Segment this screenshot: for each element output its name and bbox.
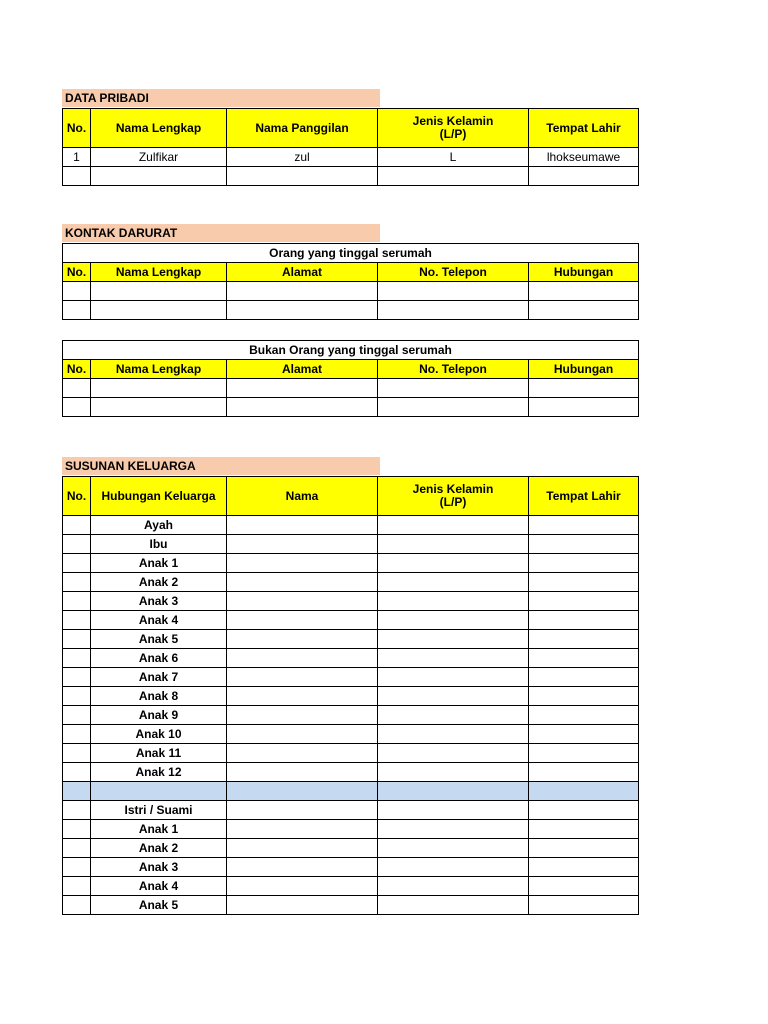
table-cell[interactable] xyxy=(378,379,529,398)
table-cell[interactable] xyxy=(378,744,529,763)
table-row xyxy=(63,820,639,839)
table-row xyxy=(63,896,639,915)
table-cell[interactable] xyxy=(529,535,639,554)
table-cell[interactable] xyxy=(63,282,91,301)
table-row xyxy=(63,301,639,320)
table-cell[interactable] xyxy=(227,282,378,301)
table-row xyxy=(63,592,639,611)
table-cell[interactable] xyxy=(63,592,91,611)
table-cell[interactable] xyxy=(529,668,639,687)
hubungan-keluarga-cell[interactable]: Anak 3 xyxy=(91,858,227,877)
kontak-serumah-table xyxy=(62,243,639,320)
table-cell[interactable] xyxy=(227,744,378,763)
separator-cell xyxy=(227,782,378,801)
header-cell: Alamat xyxy=(227,263,378,282)
table-cell[interactable] xyxy=(63,630,91,649)
table-cell[interactable] xyxy=(227,820,378,839)
table-cell[interactable] xyxy=(63,858,91,877)
table-cell[interactable] xyxy=(529,820,639,839)
table-cell[interactable] xyxy=(227,167,378,186)
table-row xyxy=(63,877,639,896)
table-cell[interactable] xyxy=(227,535,378,554)
hubungan-keluarga-cell[interactable]: Anak 11 xyxy=(91,744,227,763)
table-cell[interactable] xyxy=(63,706,91,725)
table-cell[interactable] xyxy=(529,877,639,896)
header-row xyxy=(63,360,639,379)
table-row xyxy=(63,398,639,417)
header-row xyxy=(63,477,639,516)
table-cell[interactable] xyxy=(63,820,91,839)
table-cell[interactable] xyxy=(378,611,529,630)
hubungan-keluarga-cell[interactable]: Anak 2 xyxy=(91,573,227,592)
susunan-keluarga-table xyxy=(62,476,639,915)
table-cell[interactable] xyxy=(227,611,378,630)
table-row xyxy=(63,725,639,744)
table-caption: Bukan Orang yang tinggal serumah xyxy=(63,341,639,360)
table-cell[interactable]: 1 xyxy=(63,148,91,167)
separator-row xyxy=(63,782,639,801)
table-cell[interactable] xyxy=(91,301,227,320)
table-cell[interactable] xyxy=(227,630,378,649)
table-cell[interactable] xyxy=(529,592,639,611)
table-cell[interactable] xyxy=(529,611,639,630)
table-cell[interactable] xyxy=(378,820,529,839)
table-cell[interactable] xyxy=(227,877,378,896)
section-label-kontak-darurat: KONTAK DARURAT xyxy=(62,224,380,242)
table-cell[interactable] xyxy=(529,763,639,782)
header-row xyxy=(63,109,639,148)
table-row xyxy=(63,801,639,820)
header-cell: Nama Lengkap xyxy=(91,109,227,148)
table-cell[interactable] xyxy=(378,282,529,301)
table-row xyxy=(63,687,639,706)
table-cell[interactable] xyxy=(63,398,91,417)
caption-row xyxy=(63,244,639,263)
hubungan-keluarga-cell[interactable]: Anak 1 xyxy=(91,554,227,573)
table-cell[interactable] xyxy=(63,877,91,896)
header-cell: Nama xyxy=(227,477,378,516)
table-cell[interactable] xyxy=(378,801,529,820)
hubungan-keluarga-cell[interactable]: Anak 3 xyxy=(91,592,227,611)
table-cell[interactable] xyxy=(63,839,91,858)
table-cell[interactable] xyxy=(529,379,639,398)
table-cell[interactable] xyxy=(227,839,378,858)
table-cell[interactable] xyxy=(378,706,529,725)
table-cell[interactable] xyxy=(529,706,639,725)
table-cell[interactable] xyxy=(227,379,378,398)
table-cell[interactable] xyxy=(227,858,378,877)
table-cell[interactable] xyxy=(227,398,378,417)
hubungan-keluarga-cell[interactable]: Anak 10 xyxy=(91,725,227,744)
separator-cell xyxy=(529,782,639,801)
header-cell: Alamat xyxy=(227,360,378,379)
table-cell[interactable] xyxy=(378,763,529,782)
hubungan-keluarga-cell[interactable]: Ibu xyxy=(91,535,227,554)
hubungan-keluarga-cell[interactable]: Ayah xyxy=(91,516,227,535)
table-cell[interactable] xyxy=(529,687,639,706)
table-cell[interactable] xyxy=(378,301,529,320)
table-cell[interactable] xyxy=(529,301,639,320)
table-row xyxy=(63,668,639,687)
table-cell[interactable] xyxy=(91,282,227,301)
table-cell[interactable]: Zulfikar xyxy=(91,148,227,167)
table-cell[interactable] xyxy=(378,630,529,649)
table-cell[interactable] xyxy=(529,839,639,858)
table-cell[interactable] xyxy=(63,379,91,398)
table-cell[interactable] xyxy=(227,706,378,725)
table-row xyxy=(63,148,639,167)
table-cell[interactable] xyxy=(529,744,639,763)
hubungan-keluarga-cell[interactable]: Anak 8 xyxy=(91,687,227,706)
table-cell[interactable] xyxy=(227,592,378,611)
header-cell: Jenis Kelamin (L/P) xyxy=(378,477,529,516)
header-cell: Nama Lengkap xyxy=(91,263,227,282)
table-cell[interactable]: zul xyxy=(227,148,378,167)
table-row xyxy=(63,839,639,858)
table-cell[interactable] xyxy=(63,896,91,915)
table-cell[interactable]: lhokseumawe xyxy=(529,148,639,167)
table-cell[interactable] xyxy=(227,301,378,320)
hubungan-keluarga-cell[interactable]: Anak 4 xyxy=(91,877,227,896)
table-cell[interactable] xyxy=(227,649,378,668)
table-row xyxy=(63,535,639,554)
table-cell[interactable] xyxy=(378,877,529,896)
table-row xyxy=(63,554,639,573)
table-cell[interactable] xyxy=(378,535,529,554)
header-cell: Nama Lengkap xyxy=(91,360,227,379)
table-cell[interactable] xyxy=(378,687,529,706)
table-cell[interactable] xyxy=(227,554,378,573)
section-label-data-pribadi: DATA PRIBADI xyxy=(62,89,380,107)
table-row xyxy=(63,763,639,782)
table-cell[interactable] xyxy=(227,516,378,535)
table-cell[interactable] xyxy=(63,611,91,630)
table-row xyxy=(63,630,639,649)
table-row xyxy=(63,611,639,630)
header-cell: Hubungan Keluarga xyxy=(91,477,227,516)
table-cell[interactable] xyxy=(378,839,529,858)
table-cell[interactable] xyxy=(529,725,639,744)
header-cell: Hubungan xyxy=(529,360,639,379)
separator-cell xyxy=(63,782,91,801)
table-cell[interactable] xyxy=(529,630,639,649)
table-cell[interactable] xyxy=(63,516,91,535)
table-cell[interactable] xyxy=(63,668,91,687)
table-cell[interactable] xyxy=(91,398,227,417)
table-row xyxy=(63,167,639,186)
table-cell[interactable] xyxy=(227,763,378,782)
table-cell[interactable] xyxy=(529,896,639,915)
table-row xyxy=(63,379,639,398)
table-cell[interactable] xyxy=(63,167,91,186)
table-cell[interactable] xyxy=(63,744,91,763)
table-cell[interactable] xyxy=(529,282,639,301)
table-cell[interactable] xyxy=(63,301,91,320)
separator-cell xyxy=(378,782,529,801)
header-cell: Hubungan xyxy=(529,263,639,282)
table-cell[interactable] xyxy=(529,801,639,820)
table-cell[interactable] xyxy=(378,668,529,687)
table-cell[interactable] xyxy=(378,573,529,592)
hubungan-keluarga-cell[interactable]: Anak 5 xyxy=(91,896,227,915)
table-cell[interactable] xyxy=(227,801,378,820)
table-cell[interactable] xyxy=(378,896,529,915)
table-row xyxy=(63,744,639,763)
table-row xyxy=(63,649,639,668)
header-row xyxy=(63,263,639,282)
table-cell[interactable]: L xyxy=(378,148,529,167)
data-pribadi-table xyxy=(62,108,639,186)
table-cell[interactable] xyxy=(63,801,91,820)
table-cell[interactable] xyxy=(529,167,639,186)
table-cell[interactable] xyxy=(63,535,91,554)
table-cell[interactable] xyxy=(63,725,91,744)
table-cell[interactable] xyxy=(378,592,529,611)
table-cell[interactable] xyxy=(378,167,529,186)
table-cell[interactable] xyxy=(378,858,529,877)
table-cell[interactable] xyxy=(63,763,91,782)
hubungan-keluarga-cell[interactable]: Anak 12 xyxy=(91,763,227,782)
table-cell[interactable] xyxy=(227,668,378,687)
hubungan-keluarga-cell[interactable]: Anak 9 xyxy=(91,706,227,725)
table-cell[interactable] xyxy=(529,573,639,592)
table-cell[interactable] xyxy=(378,398,529,417)
table-cell[interactable] xyxy=(227,896,378,915)
header-cell: No. Telepon xyxy=(378,263,529,282)
hubungan-keluarga-cell[interactable]: Anak 4 xyxy=(91,611,227,630)
table-row xyxy=(63,706,639,725)
table-cell[interactable] xyxy=(378,516,529,535)
header-cell: No. Telepon xyxy=(378,360,529,379)
kontak-bukan-serumah-table xyxy=(62,340,639,417)
hubungan-keluarga-cell[interactable]: Anak 2 xyxy=(91,839,227,858)
table-cell[interactable] xyxy=(529,398,639,417)
table-caption: Orang yang tinggal serumah xyxy=(63,244,639,263)
header-cell: Jenis Kelamin (L/P) xyxy=(378,109,529,148)
table-cell[interactable] xyxy=(63,649,91,668)
table-cell[interactable] xyxy=(63,687,91,706)
hubungan-keluarga-cell[interactable]: Anak 1 xyxy=(91,820,227,839)
table-cell[interactable] xyxy=(529,858,639,877)
table-cell[interactable] xyxy=(529,554,639,573)
section-label-susunan-keluarga: SUSUNAN KELUARGA xyxy=(62,457,380,475)
header-cell: No. xyxy=(63,109,91,148)
table-cell[interactable] xyxy=(529,516,639,535)
header-cell: No. xyxy=(63,477,91,516)
table-row xyxy=(63,573,639,592)
table-cell[interactable] xyxy=(529,649,639,668)
table-row xyxy=(63,516,639,535)
table-cell[interactable] xyxy=(91,379,227,398)
table-cell[interactable] xyxy=(91,167,227,186)
separator-cell xyxy=(91,782,227,801)
hubungan-keluarga-cell[interactable]: Anak 6 xyxy=(91,649,227,668)
table-cell[interactable] xyxy=(378,554,529,573)
table-cell[interactable] xyxy=(227,687,378,706)
hubungan-keluarga-cell[interactable]: Istri / Suami xyxy=(91,801,227,820)
header-cell: Tempat Lahir xyxy=(529,477,639,516)
header-cell: Tempat Lahir xyxy=(529,109,639,148)
table-cell[interactable] xyxy=(63,554,91,573)
caption-row xyxy=(63,341,639,360)
header-cell: No. xyxy=(63,360,91,379)
table-row xyxy=(63,858,639,877)
table-cell[interactable] xyxy=(378,725,529,744)
hubungan-keluarga-cell[interactable]: Anak 5 xyxy=(91,630,227,649)
table-cell[interactable] xyxy=(227,573,378,592)
table-cell[interactable] xyxy=(227,725,378,744)
table-row xyxy=(63,282,639,301)
header-cell: Nama Panggilan xyxy=(227,109,378,148)
hubungan-keluarga-cell[interactable]: Anak 7 xyxy=(91,668,227,687)
table-cell[interactable] xyxy=(378,649,529,668)
table-cell[interactable] xyxy=(63,573,91,592)
header-cell: No. xyxy=(63,263,91,282)
